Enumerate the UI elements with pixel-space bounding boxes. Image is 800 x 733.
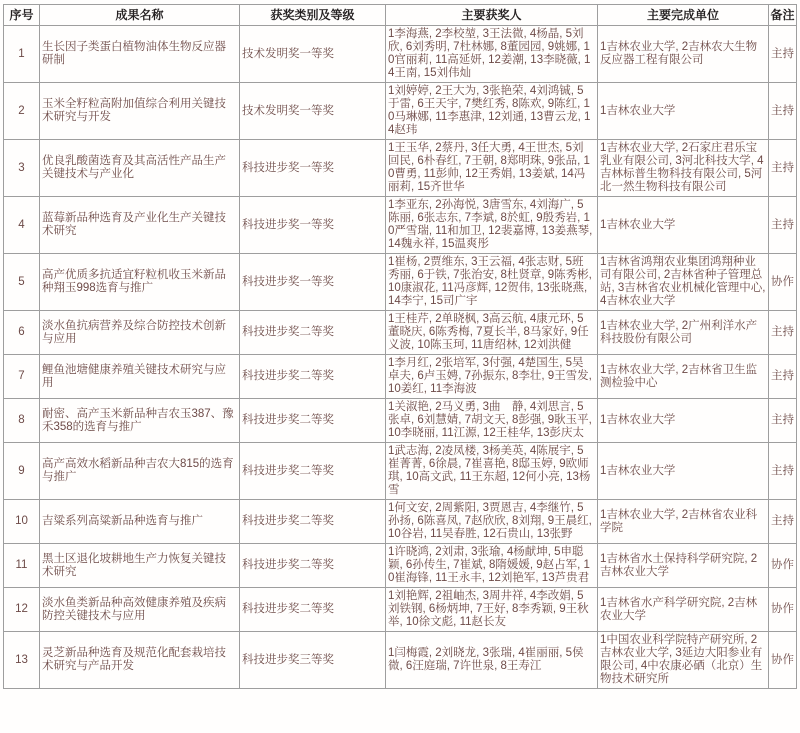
winners-cell: 1李月红, 2张培军, 3付强, 4楚国生, 5吴卓夫, 6卢玉娉, 7孙振东, 8李壮, 9王雪发, 10姜红, 11李海波 (386, 355, 598, 399)
achievement-name-cell: 耐密、高产玉米新品种吉农玉387、豫禾358的选育与推广 (40, 399, 240, 443)
note-cell: 协作 (769, 632, 797, 689)
units-cell: 1吉林农业大学, 2吉林省卫生监测检验中心 (598, 355, 769, 399)
winners-cell: 1王桂芹, 2单晓枫, 3高云航, 4康元环, 5董晓庆, 6陈秀梅, 7夏长半, 8马家好, 9任义波, 10陈玉珂, 11唐绍林, 12刘洪健 (386, 311, 598, 355)
achievement-name-cell: 高产优质多抗适宜籽粒机收玉米新品种翔玉998选育与推广 (40, 254, 240, 311)
winners-cell: 1许晓鸿, 2刘肃, 3张瑜, 4杨献坤, 5申聪颖, 6孙传生, 7崔斌, 8隋媛媛, 9赵占军, 10崔海锋, 11王永丰, 12刘艳军, 13芦贵君 (386, 544, 598, 588)
row-number-cell: 6 (4, 311, 40, 355)
note-cell: 主持 (769, 311, 797, 355)
table-row (4, 26, 797, 83)
row-number-cell: 4 (4, 197, 40, 254)
row-number-cell: 1 (4, 26, 40, 83)
units-cell: 1吉林农业大学, 2吉林农大生物反应器工程有限公司 (598, 26, 769, 83)
table-row (4, 254, 797, 311)
winners-cell: 1刘艳辉, 2祖岫杰, 3周井祥, 4李改娟, 5刘铁钢, 6杨炳坤, 7王好, 8李秀颖, 9王秋举, 10徐文彪, 11赵长友 (386, 588, 598, 632)
row-number-cell: 8 (4, 399, 40, 443)
units-cell: 1吉林省水土保持科学研究院, 2吉林农业大学 (598, 544, 769, 588)
winners-cell: 1何文安, 2周紫阳, 3贾恩吉, 4李继竹, 5孙扬, 6陈喜凤, 7赵欣欣, 8刘翔, 9王晨红, 10谷岩, 11吴春胜, 12石贵山, 13张野 (386, 500, 598, 544)
row-number-cell: 13 (4, 632, 40, 689)
note-cell: 主持 (769, 443, 797, 500)
winners-cell: 1关淑艳, 2马义勇, 3曲 静, 4刘思言, 5张卓, 6刘慧婧, 7胡文天, 8彭强, 9耿玉平, 10李晓丽, 11江源, 12王桂华, 13彭庆太 (386, 399, 598, 443)
header-row (4, 5, 797, 26)
row-number-cell: 3 (4, 140, 40, 197)
award-cell: 科技进步奖一等奖 (240, 254, 386, 311)
note-cell: 主持 (769, 140, 797, 197)
table-row (4, 197, 797, 254)
achievement-name-cell: 黑土区退化坡耕地生产力恢复关键技术研究 (40, 544, 240, 588)
award-cell: 科技进步奖二等奖 (240, 443, 386, 500)
award-cell: 科技进步奖一等奖 (240, 140, 386, 197)
table-row (4, 140, 797, 197)
award-cell: 科技进步奖二等奖 (240, 500, 386, 544)
award-cell: 科技进步奖一等奖 (240, 197, 386, 254)
note-cell: 主持 (769, 355, 797, 399)
achievement-name-cell: 淡水鱼抗病营养及综合防控技术创新与应用 (40, 311, 240, 355)
note-cell: 主持 (769, 399, 797, 443)
achievement-name-cell: 高产高效水稻新品种吉农大815的选育与推广 (40, 443, 240, 500)
row-number-cell: 11 (4, 544, 40, 588)
units-cell: 1吉林农业大学 (598, 197, 769, 254)
note-cell: 主持 (769, 83, 797, 140)
achievement-name-cell: 玉米全籽粒高附加值综合利用关键技术研究与开发 (40, 83, 240, 140)
row-number-cell: 10 (4, 500, 40, 544)
units-cell: 1吉林农业大学, 2石家庄君乐宝乳业有限公司, 3河北科技大学, 4吉林标普生物科技有限公司, 5河北一然生物科技有限公司 (598, 140, 769, 197)
award-cell: 技术发明奖一等奖 (240, 83, 386, 140)
note-cell: 协作 (769, 588, 797, 632)
award-cell: 技术发明奖一等奖 (240, 26, 386, 83)
winners-cell: 1闫梅霞, 2刘晓龙, 3张瑞, 4崔丽丽, 5侯微, 6汪庭瑞, 7许世泉, 8王寿江 (386, 632, 598, 689)
row-number-cell: 12 (4, 588, 40, 632)
units-cell: 1中国农业科学院特产研究所, 2吉林农业大学, 3延边大阳参业有限公司, 4中农康必硒（北京）生物技术研究所 (598, 632, 769, 689)
table-row (4, 355, 797, 399)
achievement-name-cell: 灵芝新品种选育及规范化配套栽培技术研究与产品开发 (40, 632, 240, 689)
note-cell: 主持 (769, 197, 797, 254)
winners-cell: 1刘婷婷, 2王大为, 3张艳荣, 4刘鸿铖, 5于雷, 6王天宇, 7樊红秀, 8陈欢, 9陈红, 10马琳娜, 11李惠津, 12刘通, 13曹云龙, 14赵玮 (386, 83, 598, 140)
units-cell: 1吉林农业大学, 2广州利洋水产科技股份有限公司 (598, 311, 769, 355)
winners-cell: 1李亚东, 2孙海悦, 3唐雪东, 4刘海广, 5陈丽, 6张志东, 7李斌, 8於虹, 9殷秀岩, 10严雪瑞, 11和加卫, 12裴嘉博, 13姜燕琴, 14魏永祥, 15温爽彤 (386, 197, 598, 254)
column-header-no: 序号 (4, 5, 40, 26)
row-number-cell: 7 (4, 355, 40, 399)
units-cell: 1吉林农业大学 (598, 443, 769, 500)
award-cell: 科技进步奖二等奖 (240, 544, 386, 588)
award-cell: 科技进步奖二等奖 (240, 588, 386, 632)
winners-cell: 1崔杨, 2贾维东, 3王云福, 4张志财, 5班秀丽, 6于铁, 7张治安, 8杜贤章, 9陈秀彬, 10康淑花, 11冯彦辉, 12贺伟, 13张晓燕, 14李宁, 15司广宇 (386, 254, 598, 311)
table-row (4, 588, 797, 632)
award-cell: 科技进步奖二等奖 (240, 311, 386, 355)
units-cell: 1吉林省鸿翔农业集团鸿翔种业司有限公司, 2吉林省种子管理总站, 3吉林省农业机械化管理中心, 4吉林农业大学 (598, 254, 769, 311)
note-cell: 协作 (769, 254, 797, 311)
row-number-cell: 5 (4, 254, 40, 311)
table-row (4, 311, 797, 355)
achievement-name-cell: 淡水鱼类新品种高效健康养殖及疾病防控关键技术与应用 (40, 588, 240, 632)
award-cell: 科技进步奖三等奖 (240, 632, 386, 689)
achievement-name-cell: 生长因子类蛋白植物油体生物反应器研制 (40, 26, 240, 83)
column-header-award: 获奖类别及等级 (240, 5, 386, 26)
note-cell: 主持 (769, 500, 797, 544)
column-header-winners: 主要获奖人 (386, 5, 598, 26)
note-cell: 协作 (769, 544, 797, 588)
winners-cell: 1李海燕, 2李校堃, 3王法微, 4杨晶, 5刘欣, 6刘秀明, 7杜林娜, 8董园园, 9姚娜, 10官丽莉, 11高延妍, 12姜潮, 13李晓薇, 14王南, 15刘伟灿 (386, 26, 598, 83)
table-row (4, 500, 797, 544)
achievement-name-cell: 蓝莓新品种选育及产业化生产关键技术研究 (40, 197, 240, 254)
award-cell: 科技进步奖二等奖 (240, 399, 386, 443)
achievement-name-cell: 优良乳酸菌选育及其高活性产品生产关键技术与产业化 (40, 140, 240, 197)
table-row (4, 83, 797, 140)
achievement-name-cell: 吉粱系列高粱新品种选育与推广 (40, 500, 240, 544)
units-cell: 1吉林农业大学, 2吉林省农业科学院 (598, 500, 769, 544)
achievement-name-cell: 鲤鱼池塘健康养殖关键技术研究与应用 (40, 355, 240, 399)
row-number-cell: 9 (4, 443, 40, 500)
column-header-units: 主要完成单位 (598, 5, 769, 26)
award-cell: 科技进步奖二等奖 (240, 355, 386, 399)
note-cell: 主持 (769, 26, 797, 83)
awards-table (3, 4, 797, 689)
units-cell: 1吉林省水产科学研究院, 2吉林农业大学 (598, 588, 769, 632)
winners-cell: 1王玉华, 2蔡丹, 3任大勇, 4王世杰, 5刘回民, 6朴春红, 7王朝, 8郑明珠, 9张品, 10曹勇, 11彭帅, 12王秀娟, 13姜斌, 14冯丽莉, 15齐世华 (386, 140, 598, 197)
row-number-cell: 2 (4, 83, 40, 140)
table-row (4, 544, 797, 588)
table-row (4, 399, 797, 443)
column-header-note: 备注 (769, 5, 797, 26)
units-cell: 1吉林农业大学 (598, 399, 769, 443)
table-row (4, 443, 797, 500)
units-cell: 1吉林农业大学 (598, 83, 769, 140)
winners-cell: 1武志海, 2凌凤楼, 3杨美英, 4陈展宇, 5崔菁菁, 6徐晨, 7崔喜艳, 8邸玉婷, 9欧师琪, 10高文武, 11王东超, 12何小亮, 13杨雪 (386, 443, 598, 500)
table-row (4, 632, 797, 689)
column-header-name: 成果名称 (40, 5, 240, 26)
